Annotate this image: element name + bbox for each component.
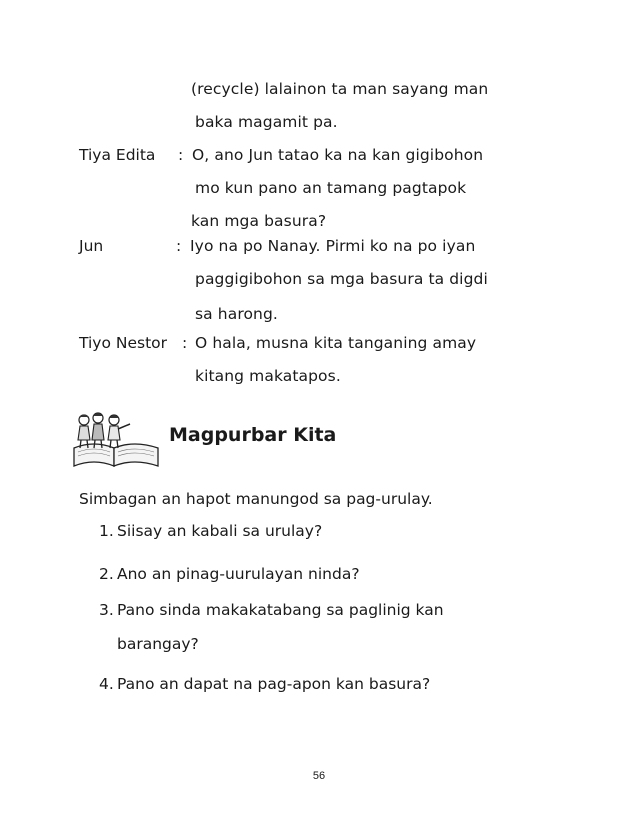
question-text: Pano sinda makakatabang sa paglinig kan bbox=[117, 601, 444, 619]
question-number: 4. bbox=[99, 675, 114, 693]
question-number: 3. bbox=[99, 601, 114, 619]
question-text: Pano an dapat na pag-apon kan basura? bbox=[117, 675, 431, 693]
page-number: 56 bbox=[312, 770, 326, 782]
speaker-colon: : bbox=[178, 146, 184, 164]
instruction: Simbagan an hapot manungod sa pag-urulay. bbox=[79, 490, 433, 508]
children-with-open-book-icon bbox=[68, 410, 162, 468]
dialogue-line: kitang makatapos. bbox=[195, 367, 341, 385]
question-text: Siisay an kabali sa urulay? bbox=[117, 522, 323, 540]
speaker-tiyo-nestor: Tiyo Nestor bbox=[79, 334, 168, 352]
dialogue-line: O hala, musna kita tanganing amay bbox=[195, 334, 477, 352]
speaker-tiya-edita: Tiya Edita bbox=[79, 146, 156, 164]
speaker-colon: : bbox=[176, 237, 182, 255]
dialogue-line: baka magamit pa. bbox=[195, 113, 338, 131]
dialogue-line: sa harong. bbox=[195, 305, 278, 323]
question-text: Ano an pinag-uurulayan ninda? bbox=[117, 565, 360, 583]
dialogue-line: Iyo na po Nanay. Pirmi ko na po iyan bbox=[190, 237, 476, 255]
question-number: 2. bbox=[99, 565, 114, 583]
question-text-continued: barangay? bbox=[117, 635, 199, 653]
question-number: 1. bbox=[99, 522, 114, 540]
dialogue-line: (recycle) lalainon ta man sayang man bbox=[191, 80, 489, 98]
dialogue-line: paggigibohon sa mga basura ta digdi bbox=[195, 270, 488, 288]
speaker-colon: : bbox=[182, 334, 188, 352]
dialogue-line: O, ano Jun tatao ka na kan gigibohon bbox=[192, 146, 484, 164]
dialogue-line: kan mga basura? bbox=[191, 212, 327, 230]
section-title: Magpurbar Kita bbox=[169, 424, 337, 446]
dialogue-line: mo kun pano an tamang pagtapok bbox=[195, 179, 467, 197]
speaker-jun: Jun bbox=[79, 237, 104, 255]
